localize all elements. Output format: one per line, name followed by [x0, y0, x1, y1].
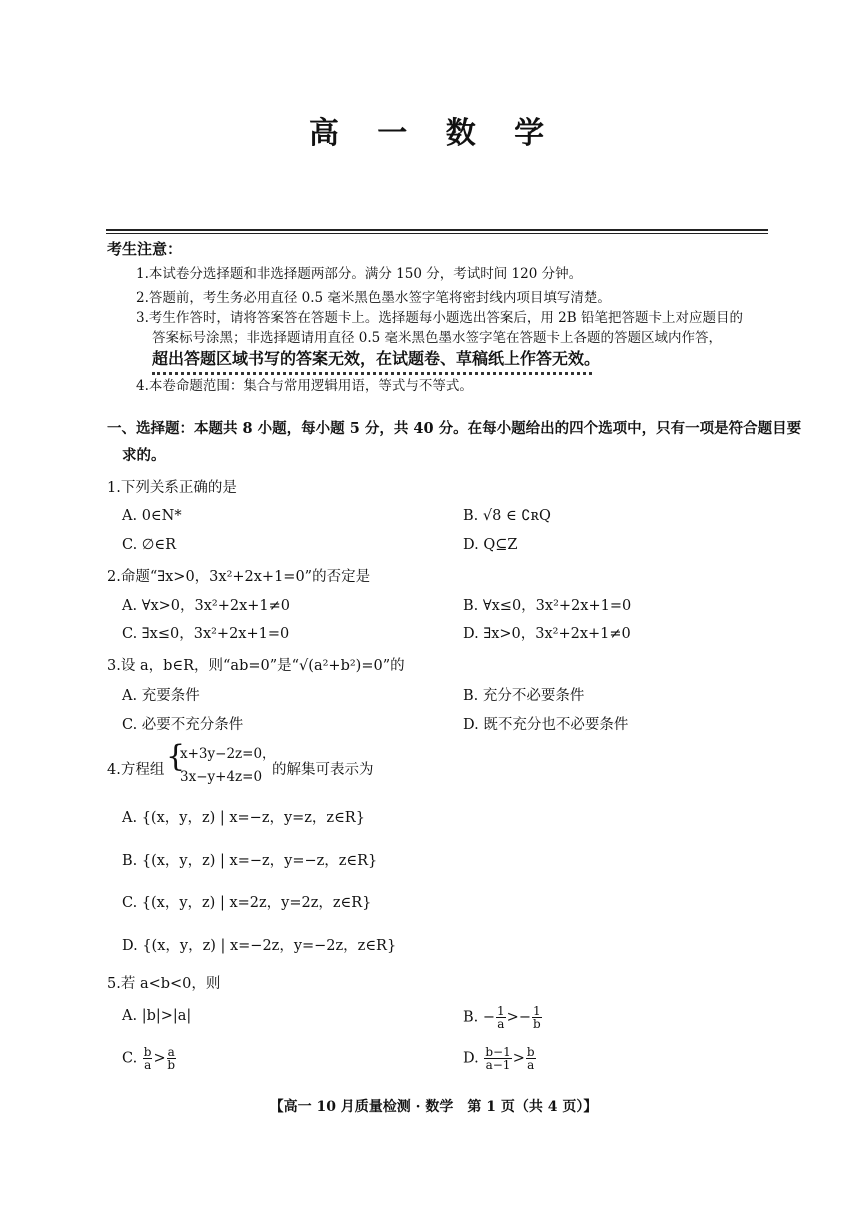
q5-b-right-sign: −	[518, 1009, 531, 1026]
q5-c-left-frac	[143, 1046, 153, 1071]
notice-heading: 考生注意：	[107, 240, 183, 258]
q3-option-c: C. 必要不充分条件	[122, 717, 244, 733]
q5-b-rel: >	[506, 1009, 519, 1026]
q5-b-right-num: 1	[532, 1004, 541, 1018]
notice-item-2: 2.答题前，考生务必用直径 0.5 毫米黑色墨水签字笔将密封线内项目填写清楚。	[136, 290, 611, 306]
q5-c-left-num: b	[143, 1045, 152, 1059]
question-4-stem-prefix: 4.方程组	[107, 762, 165, 778]
q5-d-right-num: b	[526, 1045, 535, 1059]
q5-b-right-frac	[532, 1005, 542, 1030]
notice-item-3-cont: 答案标号涂黑；非选择题请用直径 0.5 毫米黑色墨水签字笔在答题卡上各题的答题区域内作答，	[152, 330, 723, 346]
q5-c-rel: >	[153, 1050, 166, 1067]
page-footer: 【高一 10 月质量检测 · 数学 第 1 页（共 4 页）】	[269, 1099, 598, 1115]
q3-option-d: D. 既不充分也不必要条件	[463, 717, 629, 733]
question-3-stem: 3.设 a，b∈R，则“ab=0”是“√(a²+b²)=0”的	[107, 658, 405, 674]
question-5-stem: 5.若 a<b<0，则	[107, 976, 221, 992]
q3-option-b: B. 充分不必要条件	[463, 688, 585, 704]
q2-option-c: C. ∃x≤0，3x²+2x+1=0	[122, 626, 290, 642]
q3-option-a: A. 充要条件	[122, 688, 200, 704]
q2-option-d: D. ∃x>0，3x²+2x+1≠0	[463, 626, 631, 642]
q5-d-left-num: b−1	[485, 1045, 511, 1059]
page-title: 高 一 数 学	[308, 116, 559, 151]
q5-c-left-den: a	[144, 1058, 152, 1072]
q1-option-a: A. 0∈N*	[122, 508, 182, 524]
q5-d-rel: >	[512, 1050, 525, 1067]
q5-d-right-frac	[526, 1046, 536, 1071]
q5-option-c	[122, 1046, 177, 1071]
question-1-stem: 1.下列关系正确的是	[107, 480, 237, 496]
q5-b-right-den: b	[532, 1017, 541, 1031]
notice-item-4: 4.本卷命题范围：集合与常用逻辑用语，等式与不等式。	[136, 378, 473, 394]
notice-emphasis: 超出答题区域书写的答案无效，在试题卷、草稿纸上作答无效。	[152, 349, 601, 368]
system-brace: {	[166, 739, 186, 774]
question-4-stem-suffix: 的解集可表示为	[272, 762, 374, 778]
q5-option-d	[463, 1046, 537, 1071]
q4-option-d: D. {(x，y，z) | x=−2z，y=−2z，z∈R}	[122, 938, 397, 954]
q5-b-left-frac	[496, 1005, 506, 1030]
q1-option-b: B. √8 ∈ ∁ʀQ	[463, 508, 551, 524]
q5-c-right-num: a	[167, 1045, 175, 1059]
q5-d-right-den: a	[527, 1058, 535, 1072]
q5-b-left-num: 1	[497, 1004, 505, 1018]
q5-c-right-den: b	[167, 1058, 176, 1072]
divider-thick	[106, 229, 768, 231]
system-eq-2: 3x−y+4z=0	[180, 769, 263, 785]
q4-option-c: C. {(x，y，z) | x=2z，y=2z，z∈R}	[122, 895, 372, 911]
q2-option-a: A. ∀x>0，3x²+2x+1≠0	[122, 598, 291, 614]
q5-option-a: A. |b|>|a|	[122, 1008, 192, 1024]
q1-option-d: D. Q⊆Z	[463, 537, 518, 553]
section-heading: 一、选择题：本题共 8 小题，每小题 5 分，共 40 分。在每小题给出的四个选项中，只有一项是符合题目要	[107, 420, 802, 437]
q5-option-c-label: C.	[122, 1050, 138, 1067]
q5-option-d-label: D.	[463, 1050, 479, 1067]
question-2-stem: 2.命题“∃x>0，3x²+2x+1=0”的否定是	[107, 569, 371, 585]
q5-b-left-sign: −	[482, 1009, 496, 1026]
divider-thin	[106, 233, 768, 234]
notice-item-1: 1.本试卷分选择题和非选择题两部分。满分 150 分，考试时间 120 分钟。	[136, 266, 583, 282]
q5-d-left-den: a−1	[485, 1058, 511, 1072]
q5-b-left-den: a	[497, 1017, 505, 1031]
q5-c-right-frac	[167, 1046, 176, 1071]
section-heading-cont: 求的。	[122, 447, 166, 464]
notice-item-3: 3.考生作答时，请将答案答在答题卡上。选择题每小题选出答案后，用 2B 铅笔把答题卡上对应题目的	[136, 310, 743, 326]
system-eq-1: x+3y−2z=0，	[180, 746, 276, 762]
q2-option-b: B. ∀x≤0，3x²+2x+1=0	[463, 598, 632, 614]
q1-option-c: C. ∅∈R	[122, 537, 177, 553]
q4-option-a: A. {(x，y，z) | x=−z，y=z，z∈R}	[122, 810, 365, 826]
q4-option-b: B. {(x，y，z) | x=−z，y=−z，z∈R}	[122, 853, 378, 869]
q5-d-left-frac	[484, 1046, 511, 1071]
q5-option-b	[463, 1005, 543, 1030]
q5-option-b-label: B.	[463, 1009, 479, 1026]
